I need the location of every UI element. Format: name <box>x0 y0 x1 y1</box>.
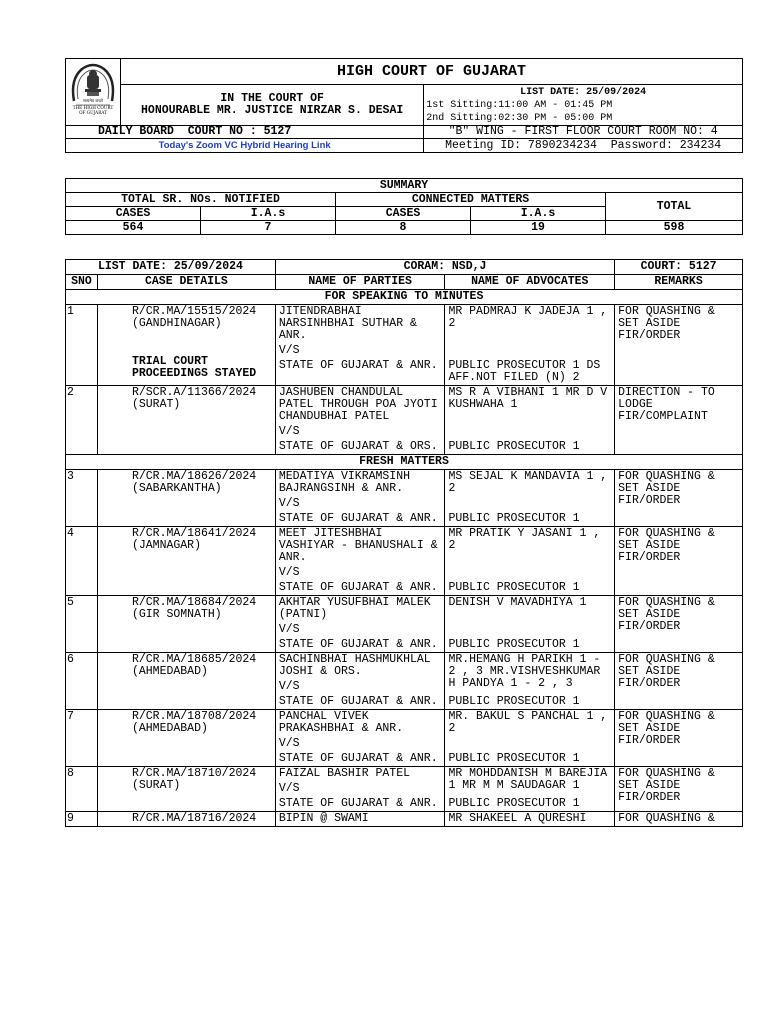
notified-ias-value: 7 <box>201 221 336 235</box>
case-details-cell <box>97 386 275 455</box>
court-number: COURT: 5127 <box>615 260 743 275</box>
respondent-advocate: PUBLIC PROSECUTOR 1 <box>448 695 580 708</box>
remarks-cell: FOR QUASHING & SET ASIDE FIR/ORDER <box>615 527 743 596</box>
petitioner-advocate: MR MOHDDANISH M BAREJIA 1 MR M M SAUDAGAR 1 <box>448 767 608 792</box>
remarks-cell: FOR QUASHING & SET ASIDE FIR/ORDER <box>615 653 743 710</box>
petitioner-name: FAIZAL BASHIR PATEL <box>278 767 410 780</box>
notified-ias-label: I.A.s <box>201 207 336 221</box>
case-details-cell <box>97 812 275 827</box>
petitioner-name: MEET JITESHBHAI VASHIYAR - BHANUSHALI & ANR. <box>278 527 438 564</box>
table-row <box>66 653 743 710</box>
sno-cell: 8 <box>66 767 98 812</box>
wing-room: "B" WING - FIRST FLOOR COURT ROOM NO: 4 <box>424 126 743 139</box>
total-header: TOTAL <box>606 193 743 221</box>
respondent-name: STATE OF GUJARAT & ANR. <box>278 752 438 765</box>
cause-list-table <box>65 259 743 827</box>
remarks-cell: DIRECTION - TO LODGE FIR/COMPLAINT <box>615 386 743 455</box>
table-row <box>66 527 743 596</box>
respondent-advocate: PUBLIC PROSECUTOR 1 <box>448 752 580 765</box>
respondent-advocate: PUBLIC PROSECUTOR 1 <box>448 512 580 525</box>
sno-cell: 5 <box>66 596 98 653</box>
sno-cell: 3 <box>66 470 98 527</box>
respondent-name: STATE OF GUJARAT & ORS. <box>278 440 438 453</box>
petitioner-advocate: DENISH V MAVADHIYA 1 <box>448 596 587 609</box>
sno-cell: 1 <box>66 305 98 386</box>
respondent-advocate: PUBLIC PROSECUTOR 1 DS AFF.NOT FILED (N) 2 <box>448 359 601 384</box>
advocates-cell <box>445 527 615 596</box>
case-details-cell <box>97 305 275 386</box>
sno-cell: 7 <box>66 710 98 767</box>
case-number[interactable]: R/SCR.A/11366/2024 <box>131 386 257 399</box>
parties-cell <box>275 812 445 827</box>
section-speaking-to-minutes: FOR SPEAKING TO MINUTES <box>66 290 743 305</box>
in-court-of: IN THE COURT OF <box>220 92 324 105</box>
table-row <box>66 305 743 386</box>
parties-cell <box>275 305 445 386</box>
district: (SABARKANTHA) <box>131 482 222 495</box>
table-row <box>66 710 743 767</box>
respondent-name: STATE OF GUJARAT & ANR. <box>278 581 438 594</box>
petitioner-advocate: MR PRATIK Y JASANI 1 , 2 <box>448 527 601 552</box>
col-case-details: CASE DETAILS <box>97 275 275 290</box>
versus: V/S <box>278 497 300 510</box>
svg-text:सत्यमेव जयते: सत्यमेव जयते <box>83 98 103 103</box>
advocates-cell <box>445 767 615 812</box>
court-header <box>65 58 743 153</box>
case-details-cell <box>97 596 275 653</box>
petitioner-advocate: MR. BAKUL S PANCHAL 1 , 2 <box>448 710 608 735</box>
sno-cell: 4 <box>66 527 98 596</box>
sitting-block <box>424 85 743 126</box>
petitioner-name: JASHUBEN CHANDULAL PATEL THROUGH POA JYOTI CHANDUBHAI PATEL <box>278 386 438 423</box>
connected-cases-value: 8 <box>336 221 471 235</box>
advocates-cell <box>445 710 615 767</box>
petitioner-advocate: MR SHAKEEL A QURESHI <box>448 812 587 825</box>
case-number[interactable]: R/CR.MA/18684/2024 <box>131 596 257 609</box>
petitioner-advocate: MR PADMRAJ K JADEJA 1 , 2 <box>448 305 608 330</box>
table-row <box>66 386 743 455</box>
zoom-cell <box>66 139 424 153</box>
case-number[interactable]: R/CR.MA/18685/2024 <box>131 653 257 666</box>
district: (AHMEDABAD) <box>131 722 208 735</box>
advocates-cell <box>445 470 615 527</box>
case-number[interactable]: R/CR.MA/15515/2024 <box>131 305 257 318</box>
connected-cases-label: CASES <box>336 207 471 221</box>
versus: V/S <box>278 566 300 579</box>
case-number[interactable]: R/CR.MA/18708/2024 <box>131 710 257 723</box>
petitioner-advocate: MR.HEMANG H PARIKH 1 - 2 , 3 MR.VISHVESHKUMAR H PANDYA 1 - 2 , 3 <box>448 653 601 690</box>
respondent-advocate: PUBLIC PROSECUTOR 1 <box>448 440 580 453</box>
court-title: HIGH COURT OF GUJARAT <box>121 59 743 85</box>
advocates-cell <box>445 653 615 710</box>
versus: V/S <box>278 344 300 357</box>
petitioner-name: MEDATIYA VIKRAMSINH BAJRANGSINH & ANR. <box>278 470 410 495</box>
connected-ias-value: 19 <box>471 221 606 235</box>
respondent-name: STATE OF GUJARAT & ANR. <box>278 638 438 651</box>
col-sno: SNO <box>66 275 98 290</box>
notified-cases-label: CASES <box>66 207 201 221</box>
table-row <box>66 767 743 812</box>
meeting-details: Meeting ID: 7890234234 Password: 234234 <box>424 139 743 153</box>
petitioner-advocate: MS R A VIBHANI 1 MR D V KUSHWAHA 1 <box>448 386 608 411</box>
advocates-cell <box>445 812 615 827</box>
district: (AHMEDABAD) <box>131 665 208 678</box>
district: (GANDHINAGAR) <box>131 317 222 330</box>
case-details-cell <box>97 653 275 710</box>
versus: V/S <box>278 680 300 693</box>
district: (GIR SOMNATH) <box>131 608 222 621</box>
remarks-cell: FOR QUASHING & SET ASIDE FIR/ORDER <box>615 710 743 767</box>
case-number[interactable]: R/CR.MA/18710/2024 <box>131 767 257 780</box>
col-advocates: NAME OF ADVOCATES <box>445 275 615 290</box>
parties-cell <box>275 710 445 767</box>
advocates-cell <box>445 596 615 653</box>
total-value: 598 <box>606 221 743 235</box>
versus: V/S <box>278 782 300 795</box>
summary-table <box>65 178 743 235</box>
sno-cell: 6 <box>66 653 98 710</box>
notified-cases-value: 564 <box>66 221 201 235</box>
respondent-name: STATE OF GUJARAT & ANR. <box>278 359 438 372</box>
zoom-link[interactable]: Today's Zoom VC Hybrid Hearing Link <box>158 140 331 151</box>
parties-cell <box>275 596 445 653</box>
versus: V/S <box>278 737 300 750</box>
versus: V/S <box>278 425 300 438</box>
district: (JAMNAGAR) <box>131 539 201 552</box>
parties-cell <box>275 527 445 596</box>
parties-cell <box>275 386 445 455</box>
petitioner-name: BIPIN @ SWAMI <box>278 812 369 825</box>
case-number[interactable]: R/CR.MA/18641/2024 <box>131 527 257 540</box>
remarks-cell: FOR QUASHING & <box>615 812 743 827</box>
sno-cell: 9 <box>66 812 98 827</box>
col-remarks: REMARKS <box>615 275 743 290</box>
court-logo <box>66 59 121 126</box>
versus: V/S <box>278 623 300 636</box>
case-details-cell <box>97 767 275 812</box>
connected-ias-label: I.A.s <box>471 207 606 221</box>
connected-header: CONNECTED MATTERS <box>336 193 606 207</box>
second-sitting: 2nd Sitting:02:30 PM - 05:00 PM <box>426 112 613 124</box>
respondent-name: STATE OF GUJARAT & ANR. <box>278 797 438 810</box>
remarks-cell: FOR QUASHING & SET ASIDE FIR/ORDER <box>615 596 743 653</box>
list-date: LIST DATE: 25/09/2024 <box>66 260 276 275</box>
notified-header: TOTAL SR. NOs. NOTIFIED <box>66 193 336 207</box>
sno-cell: 2 <box>66 386 98 455</box>
case-number[interactable]: R/CR.MA/18626/2024 <box>131 470 257 483</box>
parties-cell <box>275 470 445 527</box>
svg-text:OF GUJARAT: OF GUJARAT <box>79 110 107 115</box>
table-row <box>66 812 743 827</box>
petitioner-name: JITENDRABHAI NARSINHBHAI SUTHAR & ANR. <box>278 305 417 342</box>
parties-cell <box>275 653 445 710</box>
justice-block <box>121 85 424 126</box>
coram: CORAM: NSD,J <box>275 260 614 275</box>
first-sitting: 1st Sitting:11:00 AM - 01:45 PM <box>426 99 613 111</box>
district: (SURAT) <box>131 779 181 792</box>
emblem-icon <box>66 59 120 121</box>
case-number[interactable]: R/CR.MA/18716/2024 <box>131 812 257 825</box>
petitioner-name: SACHINBHAI HASHMUKHLAL JOSHI & ORS. <box>278 653 431 678</box>
justice-name: HONOURABLE MR. JUSTICE NIRZAR S. DESAI <box>141 104 404 117</box>
summary-title: SUMMARY <box>66 179 743 193</box>
daily-board: DAILY BOARD COURT NO : 5127 <box>66 126 424 139</box>
case-details-cell <box>97 470 275 527</box>
case-details-cell <box>97 710 275 767</box>
svg-text:THE HIGH COURT: THE HIGH COURT <box>72 105 114 110</box>
respondent-name: STATE OF GUJARAT & ANR. <box>278 695 438 708</box>
remarks-cell: FOR QUASHING & SET ASIDE FIR/ORDER <box>615 470 743 527</box>
respondent-advocate: PUBLIC PROSECUTOR 1 <box>448 638 580 651</box>
district: (SURAT) <box>131 398 181 411</box>
respondent-advocate: PUBLIC PROSECUTOR 1 <box>448 797 580 810</box>
case-details-cell <box>97 527 275 596</box>
petitioner-advocate: MS SEJAL K MANDAVIA 1 , 2 <box>448 470 608 495</box>
table-row <box>66 596 743 653</box>
petitioner-name: AKHTAR YUSUFBHAI MALEK (PATNI) <box>278 596 431 621</box>
respondent-name: STATE OF GUJARAT & ANR. <box>278 512 438 525</box>
header-list-date: LIST DATE: 25/09/2024 <box>520 86 647 98</box>
section-fresh-matters: FRESH MATTERS <box>66 455 743 470</box>
stay-note: TRIAL COURT PROCEEDINGS STAYED <box>131 355 257 380</box>
parties-cell <box>275 767 445 812</box>
petitioner-name: PANCHAL VIVEK PRAKASHBHAI & ANR. <box>278 710 404 735</box>
remarks-cell: FOR QUASHING & SET ASIDE FIR/ORDER <box>615 767 743 812</box>
table-row <box>66 470 743 527</box>
col-parties: NAME OF PARTIES <box>275 275 445 290</box>
advocates-cell <box>445 386 615 455</box>
advocates-cell <box>445 305 615 386</box>
respondent-advocate: PUBLIC PROSECUTOR 1 <box>448 581 580 594</box>
remarks-cell: FOR QUASHING & SET ASIDE FIR/ORDER <box>615 305 743 386</box>
